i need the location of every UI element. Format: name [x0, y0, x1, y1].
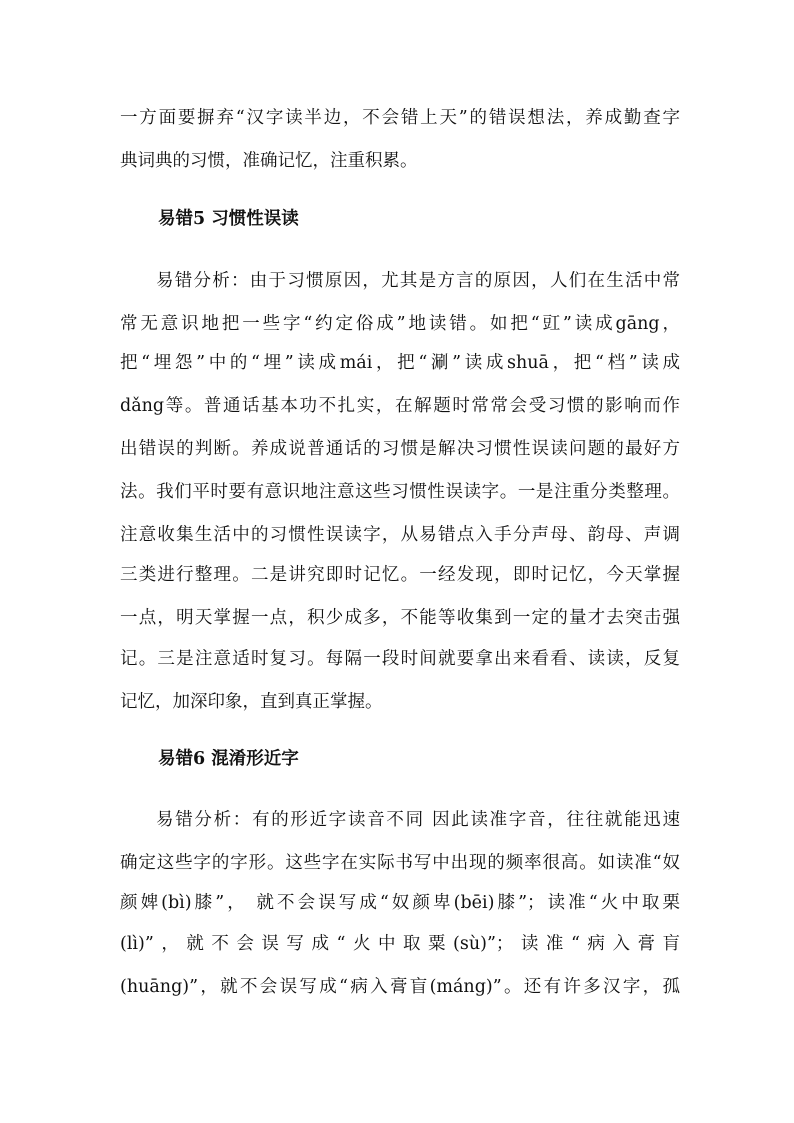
paragraph-line: dǎng等。普通话基本功不扎实，在解题时常常会受习惯的影响而作: [120, 396, 680, 416]
paragraph-line: 常无意识地把一些字“约定俗成”地读错。如把“豇”读成gāng，: [120, 314, 680, 334]
paragraph-line: 典词典的习惯，准确记忆，注重积累。: [120, 151, 418, 171]
paragraph-line: 把“埋怨”中的“埋”读成mái，把“涮”读成shuā，把“档”读成: [120, 353, 680, 373]
paragraph-line: 颜婢(bì)膝”， 就不会误写成“奴颜卑(bēi)膝”；读准“火中取栗: [120, 893, 680, 913]
paragraph-line: 法。我们平时要有意识地注意这些习惯性误读字。一是注重分类整理。: [120, 482, 680, 502]
paragraph-line: 一方面要摒弃“汉字读半边，不会错上天”的错误想法，养成勤查字: [120, 108, 680, 128]
paragraph-line: 注意收集生活中的习惯性误读字，从易错点入手分声母、韵母、声调: [120, 525, 680, 545]
section-heading: 易错6 混淆形近字: [158, 749, 299, 769]
paragraph-line: 确定这些字的字形。这些字在实际书写中出现的频率很高。如读准“奴: [120, 853, 680, 873]
paragraph-line: (lì)”，就不会误写成“火中取粟(sù)”；读准“病入膏肓: [120, 934, 680, 954]
paragraph-line: 记忆，加深印象，直到真正掌握。: [120, 692, 383, 712]
paragraph-line: 三类进行整理。二是讲究即时记忆。一经发现，即时记忆，今天掌握: [120, 565, 680, 585]
paragraph-line: 一点，明天掌握一点，积少成多，不能等收集到一定的量才去突击强: [120, 608, 680, 628]
paragraph-line: 易错分析：由于习惯原因，尤其是方言的原因，人们在生活中常: [156, 271, 680, 291]
section-heading: 易错5 习惯性误读: [158, 209, 299, 229]
paragraph-line: 易错分析：有的形近字读音不同 因此读准字音，往往就能迅速: [156, 810, 680, 830]
paragraph-line: (huāng)”，就不会误写成“病入膏盲(máng)”。还有许多汉字，孤: [120, 977, 680, 997]
paragraph-line: 出错误的判断。养成说普通话的习惯是解决习惯性误读问题的最好方: [120, 439, 680, 459]
paragraph-line: 记。三是注意适时复习。每隔一段时间就要拿出来看看、读读，反复: [120, 649, 680, 669]
